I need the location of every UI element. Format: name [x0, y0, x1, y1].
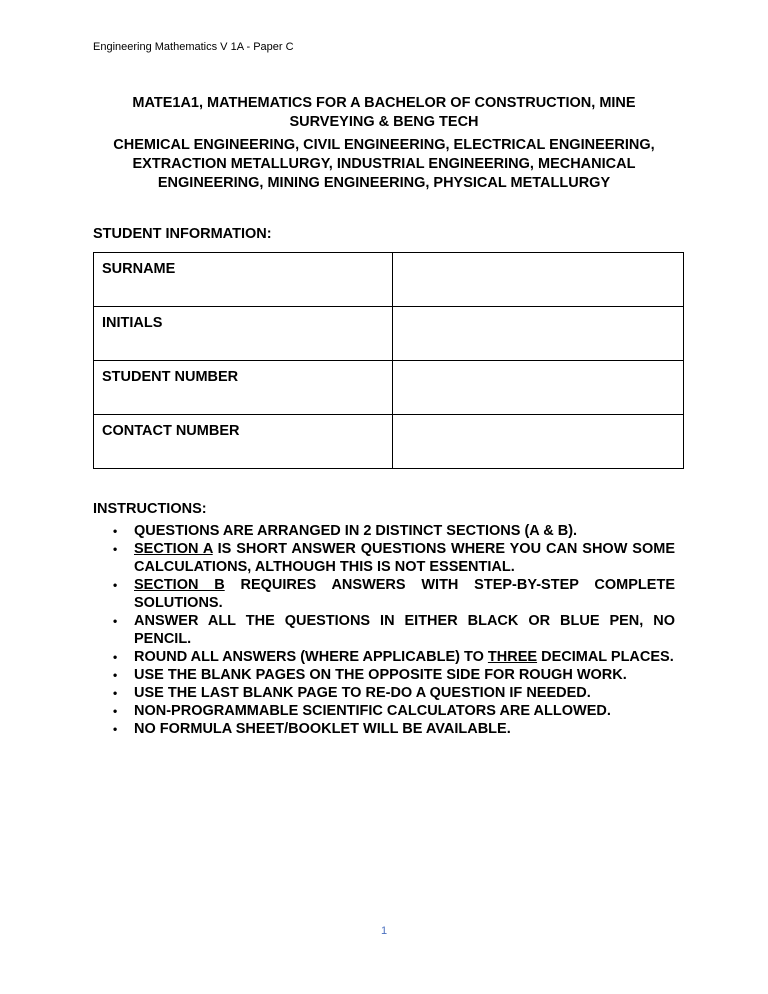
list-item	[93, 666, 675, 684]
instruction-text: USE THE BLANK PAGES ON THE OPPOSITE SIDE FOR ROUGH WORK.	[134, 667, 627, 683]
contact-number-field[interactable]	[393, 415, 684, 469]
table-row	[94, 307, 684, 361]
list-item	[93, 684, 675, 702]
instruction-text: NO FORMULA SHEET/BOOKLET WILL BE AVAILABLE.	[134, 721, 511, 737]
student-number-label: STUDENT NUMBER	[94, 361, 393, 415]
surname-field[interactable]	[393, 253, 684, 307]
student-information-heading: STUDENT INFORMATION:	[93, 226, 272, 242]
list-item	[93, 648, 675, 666]
course-title: MATE1A1, MATHEMATICS FOR A BACHELOR OF CONSTRUCTION, MINE SURVEYING & BENG TECH	[132, 95, 636, 130]
page-number: 1	[380, 925, 388, 937]
table-row	[94, 253, 684, 307]
instruction-text: QUESTIONS ARE ARRANGED IN 2 DISTINCT SECTIONS (A & B).	[134, 523, 578, 539]
instruction-emphasis: SECTION A	[134, 541, 213, 557]
instruction-text: ROUND ALL ANSWERS (WHERE APPLICABLE) TO	[134, 649, 488, 665]
initials-label: INITIALS	[94, 307, 393, 361]
bullet-icon: •	[113, 668, 118, 682]
running-header: Engineering Mathematics V 1A - Paper C	[93, 41, 294, 53]
instruction-text: USE THE LAST BLANK PAGE TO RE-DO A QUESTION IF NEEDED.	[134, 685, 591, 701]
instruction-text: IS SHORT ANSWER QUESTIONS WHERE YOU CAN SHOW SOME CALCULATIONS, ALTHOUGH THIS IS NOT ESSENTIAL.	[134, 541, 675, 575]
instructions-heading: INSTRUCTIONS:	[93, 501, 207, 517]
bullet-icon: •	[113, 524, 118, 538]
instruction-text: ANSWER ALL THE QUESTIONS IN EITHER BLACK OR BLUE PEN, NO PENCIL.	[134, 613, 675, 647]
bullet-icon: •	[113, 722, 118, 736]
bullet-icon: •	[113, 542, 118, 556]
list-item	[93, 720, 675, 738]
list-item	[93, 522, 675, 540]
list-item	[93, 576, 675, 612]
instruction-emphasis: SECTION B	[134, 577, 225, 593]
instruction-text: REQUIRES ANSWERS WITH STEP-BY-STEP COMPLETE SOLUTIONS.	[134, 577, 675, 611]
list-item	[93, 702, 675, 720]
instructions-list	[93, 522, 675, 738]
list-item	[93, 540, 675, 576]
student-number-field[interactable]	[393, 361, 684, 415]
student-information-table	[93, 252, 684, 469]
instruction-text: DECIMAL PLACES.	[537, 649, 674, 665]
table-row	[94, 415, 684, 469]
instruction-emphasis: THREE	[487, 649, 538, 665]
bullet-icon: •	[113, 686, 118, 700]
list-item	[93, 612, 675, 648]
table-row	[94, 361, 684, 415]
surname-label: SURNAME	[94, 253, 393, 307]
bullet-icon: •	[113, 704, 118, 718]
bullet-icon: •	[113, 614, 118, 628]
programme-list: CHEMICAL ENGINEERING, CIVIL ENGINEERING, ELECTRICAL ENGINEERING, EXTRACTION METALLURGY, INDUSTRIAL ENGINEERING, MECHANICAL ENGINEERING, MINING ENGINEERING, PHYSICAL METALLURGY	[113, 137, 655, 191]
initials-field[interactable]	[393, 307, 684, 361]
bullet-icon: •	[113, 578, 118, 592]
bullet-icon: •	[113, 650, 118, 664]
instruction-text: NON-PROGRAMMABLE SCIENTIFIC CALCULATORS ARE ALLOWED.	[134, 703, 611, 719]
contact-number-label: CONTACT NUMBER	[94, 415, 393, 469]
